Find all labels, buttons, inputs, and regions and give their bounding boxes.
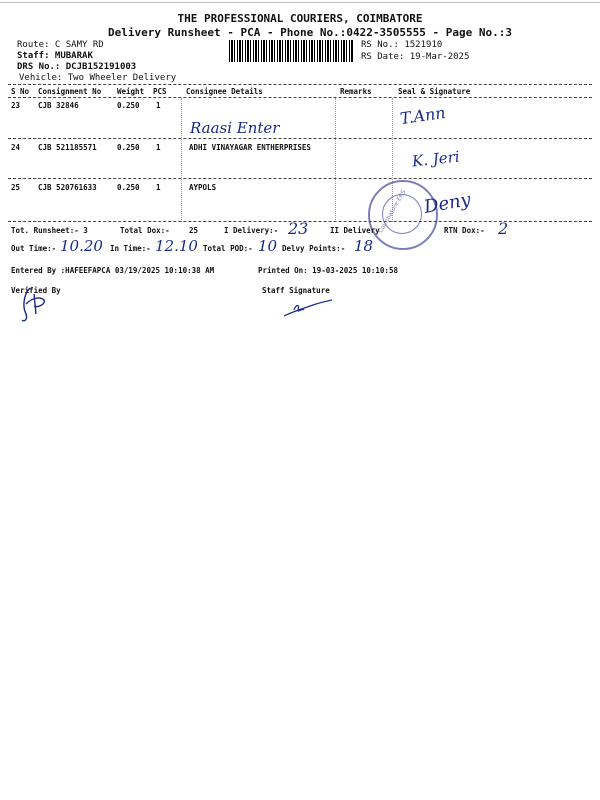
total-dox-label: Total Dox:- (120, 226, 170, 235)
table-row-weight: 0.250 (117, 101, 140, 110)
table-row-sno: 23 (11, 101, 21, 110)
route: Route: C SAMY RD (17, 40, 104, 50)
table-row-pcs: 1 (156, 101, 161, 110)
signature-row-25: Deny (422, 189, 473, 218)
i-delivery-value: 23 (288, 219, 309, 238)
tot-runsheet: Tot. Runsheet:- 3 (11, 226, 88, 235)
verified-by-label: Verified By (11, 286, 61, 295)
rs-number: RS No.: 1521910 (361, 40, 443, 50)
document-title: THE PROFESSIONAL COURIERS, COIMBATORE (177, 12, 423, 25)
table-row-weight: 0.250 (117, 143, 140, 152)
top-border (0, 2, 600, 3)
signature-row-24: K. Jeri (411, 147, 461, 171)
ii-delivery-label: II Delivery (330, 226, 380, 235)
table-row-sno: 24 (11, 143, 21, 152)
handwritten-consignee: Raasi Enter (190, 119, 280, 137)
table-row-consignment: CJB 520761633 (38, 183, 97, 192)
table-row-consignee: AYPOLS (189, 183, 217, 192)
header-bottom-rule (8, 97, 592, 98)
table-row-sno: 25 (11, 183, 21, 192)
barcode (229, 40, 353, 62)
rs-date: RS Date: 19-Mar-2025 (361, 52, 470, 62)
col-sep (335, 98, 336, 222)
in-time-label: In Time:- (110, 244, 151, 253)
i-delivery-label: I Delivery:- (224, 226, 279, 235)
in-time-value: 12.10 (155, 237, 198, 255)
vehicle: Vehicle: Two Wheeler Delivery (19, 73, 177, 83)
row-rule (8, 178, 592, 179)
stamp-text: Coimbatore ERS (377, 188, 408, 235)
staff-signature-mark (282, 298, 334, 320)
total-dox-value: 25 (189, 226, 199, 235)
col-consignee: Consignee Details (186, 87, 263, 96)
out-time-label: Out Time:- (11, 244, 57, 253)
col-seal-signature: Seal & Signature (398, 87, 471, 96)
total-pod-value: 10 (258, 237, 278, 255)
table-row-consignment: CJB 32846 (38, 101, 79, 110)
col-sno: S No (11, 87, 30, 96)
row-rule (8, 138, 592, 139)
staff: Staff: MUBARAK (17, 51, 93, 61)
total-pod-label: Total POD:- (203, 244, 253, 253)
printed-on: Printed On: 19-03-2025 10:10:58 (258, 266, 398, 275)
col-pcs: PCS (153, 87, 167, 96)
delvy-points-value: 18 (354, 237, 374, 255)
col-weight: Weight (117, 87, 145, 96)
signature-row-23: T.Ann (398, 102, 447, 129)
col-consignment: Consignment No (38, 87, 102, 96)
staff-signature-label: Staff Signature (262, 286, 330, 295)
delvy-points-label: Delvy Points:- (282, 244, 346, 253)
rtn-dox-label: RTN Dox:- (444, 226, 485, 235)
col-remarks: Remarks (340, 87, 372, 96)
document-subtitle: Delivery Runsheet - PCA - Phone No.:0422-3505555 - Page No.:3 (108, 26, 512, 39)
table-row-consignee: ADHI VINAYAGAR ENTHERPRISES (189, 143, 311, 152)
out-time-value: 10.20 (60, 237, 103, 255)
col-sep (181, 98, 182, 222)
drs-number: DRS No.: DCJB152191003 (17, 62, 137, 72)
rtn-dox-value: 2 (498, 219, 509, 238)
table-row-consignment: CJB 521185571 (38, 143, 97, 152)
table-row-pcs: 1 (156, 183, 161, 192)
verifier-signature (16, 284, 52, 324)
table-top-rule (8, 84, 592, 85)
entered-by: Entered By :HAFEEFAPCA 03/19/2025 10:10:38 AM (11, 266, 215, 275)
table-row-pcs: 1 (156, 143, 161, 152)
table-row-weight: 0.250 (117, 183, 140, 192)
